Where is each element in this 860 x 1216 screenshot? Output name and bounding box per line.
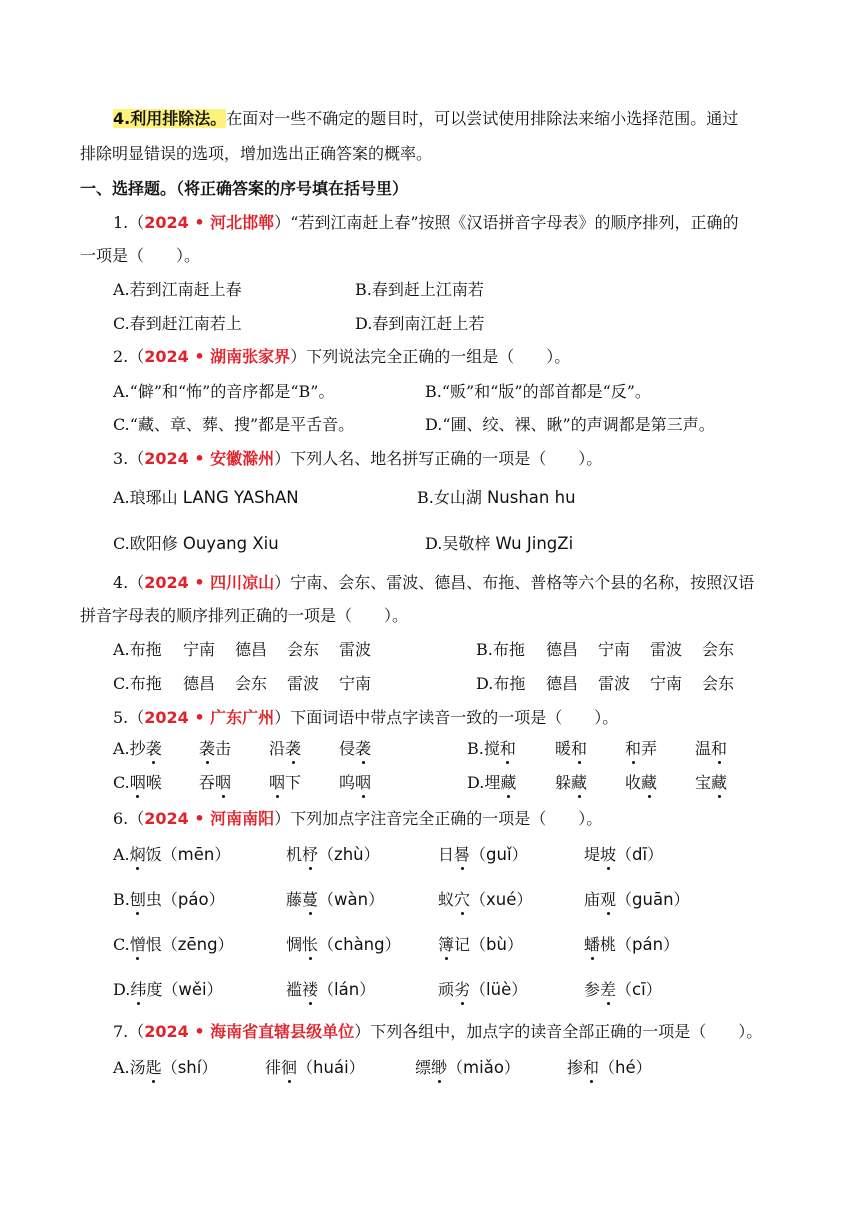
q4-c-word: C.布拖 bbox=[113, 674, 162, 693]
q6-paren: ） bbox=[645, 980, 662, 999]
q3-a-pinyin: LANG YAShAN bbox=[182, 488, 299, 507]
q1-option-c[interactable]: C.春到赶江南若上 bbox=[113, 314, 242, 333]
section-title: 一、选择题。（将正确答案的序号填在括号里） bbox=[80, 179, 409, 198]
q6-paren: ） bbox=[214, 845, 231, 864]
q5-num: 5.（ bbox=[113, 708, 145, 727]
q6-paren: ） bbox=[511, 845, 528, 864]
q2-option-a[interactable]: A.“僻”和“怖”的音序都是“B”。 bbox=[113, 382, 335, 401]
q4-d-word: 会东 bbox=[702, 674, 735, 693]
q6-char: 蚁 bbox=[438, 890, 455, 909]
q6-char: 褴 bbox=[286, 980, 303, 999]
q2-text: ）下列说法完全正确的一组是（ ）。 bbox=[290, 347, 571, 366]
q5-char: 呜 bbox=[339, 773, 356, 792]
q3-option-a[interactable] bbox=[113, 487, 299, 509]
q7-pinyin: hé bbox=[615, 1058, 636, 1077]
q4-d-word: 宁南 bbox=[650, 674, 683, 693]
q6-dotted-char: 坡 bbox=[600, 845, 617, 864]
q5-char: 喉 bbox=[145, 773, 162, 792]
q6-pinyin: chàng bbox=[334, 935, 385, 954]
q7-char: 徘 bbox=[265, 1058, 282, 1077]
q3-c-pinyin: Ouyang Xiu bbox=[182, 534, 279, 553]
q5-char: 沿 bbox=[269, 739, 286, 758]
q7-paren: （ bbox=[599, 1058, 616, 1077]
question-1 bbox=[113, 212, 739, 234]
q4-a-word: 德昌 bbox=[235, 640, 268, 659]
q4-source: 2024 • 四川凉山 bbox=[144, 573, 275, 592]
q6-dotted-char: 蟠 bbox=[584, 935, 601, 954]
q3-a-label: A.琅琊山 bbox=[113, 488, 178, 507]
q1-option-a[interactable]: A.若到江南赶上春 bbox=[113, 280, 242, 299]
q3-option-d[interactable] bbox=[425, 533, 573, 555]
q6-char: 顽 bbox=[438, 980, 455, 999]
q6-pinyin: mēn bbox=[177, 845, 215, 864]
question-3 bbox=[113, 448, 602, 470]
q4-b-word: 德昌 bbox=[546, 640, 579, 659]
q3-source: 2024 • 安徽滁州 bbox=[144, 449, 275, 468]
q6-dotted-char: 观 bbox=[600, 890, 617, 909]
q6-paren: ） bbox=[663, 935, 680, 954]
q6-paren: ） bbox=[511, 980, 528, 999]
q4-c-word: 宁南 bbox=[339, 674, 372, 693]
q6-char: 堤 bbox=[584, 845, 601, 864]
q7-paren: （ bbox=[161, 1058, 178, 1077]
q6-pinyin: cī bbox=[632, 980, 646, 999]
q7-dotted-char: 和 bbox=[583, 1058, 600, 1077]
q6-text: ）下列加点字注音完全正确的一项是（ ）。 bbox=[274, 809, 603, 828]
q5-dotted-char: 藏 bbox=[500, 773, 517, 792]
q6-dotted-char: 差 bbox=[600, 980, 617, 999]
q1-option-d[interactable]: D.春到南江赶上若 bbox=[355, 314, 485, 333]
q4-option-d[interactable] bbox=[476, 673, 734, 695]
q2-source: 2024 • 湖南张家界 bbox=[144, 347, 291, 366]
q6-char: 桃（ bbox=[600, 935, 633, 954]
q6-paren: ） bbox=[363, 845, 380, 864]
q6-char: 虫（ bbox=[145, 890, 178, 909]
q7-num: 7.（ bbox=[113, 1022, 145, 1041]
q5-char: 收 bbox=[625, 773, 642, 792]
q4-option-c[interactable] bbox=[113, 673, 371, 695]
q7-dotted-char: 匙 bbox=[145, 1058, 162, 1077]
q5-dotted-char: 袭 bbox=[145, 739, 162, 758]
q5-char: 吞 bbox=[199, 773, 216, 792]
q6-paren: ） bbox=[516, 890, 533, 909]
q5-char: 温 bbox=[695, 739, 712, 758]
q6-label: A. bbox=[113, 845, 130, 864]
q4-text-2: 拼音字母表的顺序排列正确的一项是（ ）。 bbox=[80, 606, 409, 625]
q5-char: 击 bbox=[215, 739, 232, 758]
q5-dotted-char: 咽 bbox=[269, 773, 286, 792]
q6-paren: ） bbox=[384, 935, 401, 954]
q6-paren: （ bbox=[470, 980, 487, 999]
q6-paren: （ bbox=[616, 845, 633, 864]
q7-paren: ） bbox=[348, 1058, 365, 1077]
q6-dotted-char: 劣 bbox=[454, 980, 471, 999]
q7-option-a[interactable] bbox=[113, 1057, 652, 1079]
q6-char: 惆 bbox=[286, 935, 303, 954]
q7-dotted-char: 徊 bbox=[281, 1058, 298, 1077]
q4-c-word: 雷波 bbox=[287, 674, 320, 693]
q6-paren: ） bbox=[368, 890, 385, 909]
q6-label: B. bbox=[113, 890, 130, 909]
q4-a-word: 雷波 bbox=[339, 640, 372, 659]
q6-dotted-char: 纬 bbox=[130, 980, 147, 999]
q6-dotted-char: 憎 bbox=[129, 935, 146, 954]
q6-paren: ） bbox=[206, 980, 223, 999]
q2-option-d[interactable]: D.“圃、绞、裸、瞅”的声调都是第三声。 bbox=[425, 415, 715, 434]
q5-char: 宝 bbox=[695, 773, 712, 792]
q6-char: 饭（ bbox=[145, 845, 178, 864]
q7-paren: ） bbox=[635, 1058, 652, 1077]
q6-option-a[interactable] bbox=[113, 844, 663, 866]
q6-paren: ） bbox=[208, 890, 225, 909]
q4-d-word: 德昌 bbox=[546, 674, 579, 693]
q7-text: ）下列各组中，加点字的读音全部正确的一项是（ ）。 bbox=[354, 1022, 763, 1041]
q4-text: ）宁南、会东、雷波、德昌、布拖、普格等六个县的名称，按照汉语 bbox=[274, 573, 755, 592]
q5-option-b[interactable] bbox=[467, 738, 727, 760]
q6-pinyin: wěi bbox=[178, 980, 207, 999]
q4-num: 4.（ bbox=[113, 573, 145, 592]
q5-char: D.埋 bbox=[467, 773, 501, 792]
q4-a-word: 会东 bbox=[287, 640, 320, 659]
q6-pinyin: páo bbox=[177, 890, 209, 909]
q3-d-pinyin: Wu JingZi bbox=[495, 534, 574, 553]
question-7 bbox=[113, 1021, 762, 1043]
tip-line-2: 排除明显错误的选项，增加选出正确答案的概率。 bbox=[80, 144, 433, 163]
q5-dotted-char: 和 bbox=[625, 739, 642, 758]
q6-option-c[interactable] bbox=[113, 934, 679, 956]
q6-paren: （ bbox=[616, 890, 633, 909]
q5-label: C. bbox=[113, 773, 130, 792]
q7-char: 掺 bbox=[567, 1058, 584, 1077]
q7-pinyin: miǎo bbox=[463, 1058, 504, 1077]
q1-source: 2024 • 河北邯郸 bbox=[144, 213, 275, 232]
q5-dotted-char: 咽 bbox=[129, 773, 146, 792]
q6-source: 2024 • 河南南阳 bbox=[144, 809, 275, 828]
q6-paren: （ bbox=[318, 980, 335, 999]
q6-paren: （ bbox=[470, 845, 487, 864]
q6-pinyin: guǐ bbox=[486, 845, 512, 864]
q3-text: ）下列人名、地名拼写正确的一项是（ ）。 bbox=[274, 449, 603, 468]
q4-b-word: 宁南 bbox=[598, 640, 631, 659]
q3-d-label: D.吴敬梓 bbox=[425, 534, 491, 553]
question-5 bbox=[113, 707, 618, 729]
question-4 bbox=[113, 572, 754, 594]
q5-dotted-char: 和 bbox=[499, 739, 516, 758]
q6-pinyin: lán bbox=[334, 980, 360, 999]
q6-pinyin: wàn bbox=[334, 890, 369, 909]
q4-b-word: 雷波 bbox=[650, 640, 683, 659]
q6-paren: ） bbox=[673, 890, 690, 909]
q5-char: 暖 bbox=[555, 739, 572, 758]
q5-dotted-char: 袭 bbox=[199, 739, 216, 758]
q3-b-pinyin: Nushan hu bbox=[486, 488, 576, 507]
q6-paren: ） bbox=[647, 845, 664, 864]
q6-pinyin: dī bbox=[632, 845, 648, 864]
q7-char: 缥 bbox=[415, 1058, 432, 1077]
q5-source: 2024 • 广东广州 bbox=[144, 708, 275, 727]
question-6 bbox=[113, 808, 602, 830]
q4-b-word: B.布拖 bbox=[476, 640, 525, 659]
q6-num: 6.（ bbox=[113, 809, 145, 828]
q6-char: 庙 bbox=[584, 890, 601, 909]
q6-dotted-char: 蔓 bbox=[302, 890, 319, 909]
q6-dotted-char: 褛 bbox=[302, 980, 319, 999]
q5-dotted-char: 和 bbox=[571, 739, 588, 758]
q6-dotted-char: 焖 bbox=[129, 845, 146, 864]
q4-d-word: 雷波 bbox=[598, 674, 631, 693]
q5-dotted-char: 袭 bbox=[285, 739, 302, 758]
q6-char: 机 bbox=[286, 845, 303, 864]
q5-dotted-char: 咽 bbox=[215, 773, 232, 792]
q7-pinyin: huái bbox=[313, 1058, 349, 1077]
q7-paren: ） bbox=[201, 1058, 218, 1077]
q1-text-2: 一项是（ ）。 bbox=[80, 246, 201, 265]
q1-num: 1.（ bbox=[113, 213, 145, 232]
q5-char: 侵 bbox=[339, 739, 356, 758]
q6-pinyin: xué bbox=[486, 890, 517, 909]
q6-paren: （ bbox=[318, 845, 335, 864]
q6-label: D. bbox=[113, 980, 131, 999]
q6-paren: ） bbox=[217, 935, 234, 954]
q3-option-b[interactable] bbox=[417, 487, 576, 509]
q4-option-b[interactable] bbox=[476, 639, 734, 661]
q6-char: 日 bbox=[438, 845, 455, 864]
q3-option-c[interactable] bbox=[113, 533, 279, 555]
tip-text: 在面对一些不确定的题目时，可以尝试使用排除法来缩小选择范围。通过 bbox=[226, 109, 739, 128]
q3-c-label: C.欧阳修 bbox=[113, 534, 178, 553]
q4-a-word: 宁南 bbox=[183, 640, 216, 659]
q6-paren: （ bbox=[470, 890, 487, 909]
q6-paren: （ bbox=[318, 935, 335, 954]
q6-dotted-char: 刨 bbox=[129, 890, 146, 909]
q3-num: 3.（ bbox=[113, 449, 145, 468]
q2-option-c[interactable]: C.“藏、章、葬、搜”都是平舌音。 bbox=[113, 415, 355, 434]
q7-char: A.汤 bbox=[113, 1058, 146, 1077]
q5-dotted-char: 藏 bbox=[571, 773, 588, 792]
q6-option-b[interactable] bbox=[113, 889, 690, 911]
q5-dotted-char: 咽 bbox=[355, 773, 372, 792]
q6-paren: （ bbox=[318, 890, 335, 909]
q4-b-word: 会东 bbox=[702, 640, 735, 659]
q4-c-word: 德昌 bbox=[183, 674, 216, 693]
q2-num: 2.（ bbox=[113, 347, 145, 366]
q5-char: 躲 bbox=[555, 773, 572, 792]
q5-option-a[interactable] bbox=[113, 738, 371, 760]
q7-paren: （ bbox=[297, 1058, 314, 1077]
q7-pinyin: shí bbox=[177, 1058, 202, 1077]
q2-option-b[interactable]: B.“贩”和“版”的部首都是“反”。 bbox=[425, 382, 651, 401]
q7-source: 2024 • 海南省直辖县级单位 bbox=[144, 1022, 355, 1041]
q1-option-b[interactable]: B.春到赶上江南若 bbox=[355, 280, 484, 299]
q6-pinyin: zēng bbox=[177, 935, 218, 954]
q6-char: 恨（ bbox=[145, 935, 178, 954]
q6-char: 藤 bbox=[286, 890, 303, 909]
q6-dotted-char: 穴 bbox=[454, 890, 471, 909]
q5-option-d[interactable] bbox=[467, 772, 727, 794]
q5-text: ）下面词语中带点字读音一致的一项是（ ）。 bbox=[274, 708, 619, 727]
q6-dotted-char: 簿 bbox=[438, 935, 455, 954]
q7-dotted-char: 缈 bbox=[431, 1058, 448, 1077]
q5-char: 弄 bbox=[641, 739, 658, 758]
q6-pinyin: pán bbox=[632, 935, 664, 954]
q6-label: C. bbox=[113, 935, 130, 954]
q6-char: 参 bbox=[584, 980, 601, 999]
q7-paren: ） bbox=[503, 1058, 520, 1077]
q7-paren: （ bbox=[447, 1058, 464, 1077]
q6-pinyin: bù bbox=[486, 935, 507, 954]
q6-pinyin: zhù bbox=[334, 845, 364, 864]
q6-option-d[interactable] bbox=[113, 979, 662, 1001]
tip-line-1 bbox=[113, 108, 738, 130]
q6-dotted-char: 杼 bbox=[302, 845, 319, 864]
question-2 bbox=[113, 346, 570, 368]
q5-dotted-char: 藏 bbox=[711, 773, 728, 792]
q5-dotted-char: 藏 bbox=[641, 773, 658, 792]
q5-dotted-char: 和 bbox=[711, 739, 728, 758]
q6-dotted-char: 怅 bbox=[302, 935, 319, 954]
q5-char: B.搅 bbox=[467, 739, 500, 758]
q1-text: ）“若到江南赶上春”按照《汉语拼音字母表》的顺序排列，正确的 bbox=[274, 213, 739, 232]
tip-title: 4.利用排除法。 bbox=[113, 109, 227, 128]
q4-c-word: 会东 bbox=[235, 674, 268, 693]
q3-b-label: B.女山湖 bbox=[417, 488, 482, 507]
q4-d-word: D.布拖 bbox=[476, 674, 526, 693]
q6-pinyin: guān bbox=[632, 890, 674, 909]
q6-char: 度（ bbox=[146, 980, 179, 999]
q6-paren: ） bbox=[359, 980, 376, 999]
q4-a-word: A.布拖 bbox=[113, 640, 162, 659]
q6-paren: （ bbox=[616, 980, 633, 999]
q4-option-a[interactable] bbox=[113, 639, 371, 661]
q5-option-c[interactable] bbox=[113, 772, 371, 794]
q5-dotted-char: 袭 bbox=[355, 739, 372, 758]
q6-paren: ） bbox=[506, 935, 523, 954]
q6-char: 记（ bbox=[454, 935, 487, 954]
q6-dotted-char: 晷 bbox=[454, 845, 471, 864]
q5-char: 下 bbox=[285, 773, 302, 792]
q5-char: A.抄 bbox=[113, 739, 146, 758]
q6-pinyin: lüè bbox=[486, 980, 512, 999]
